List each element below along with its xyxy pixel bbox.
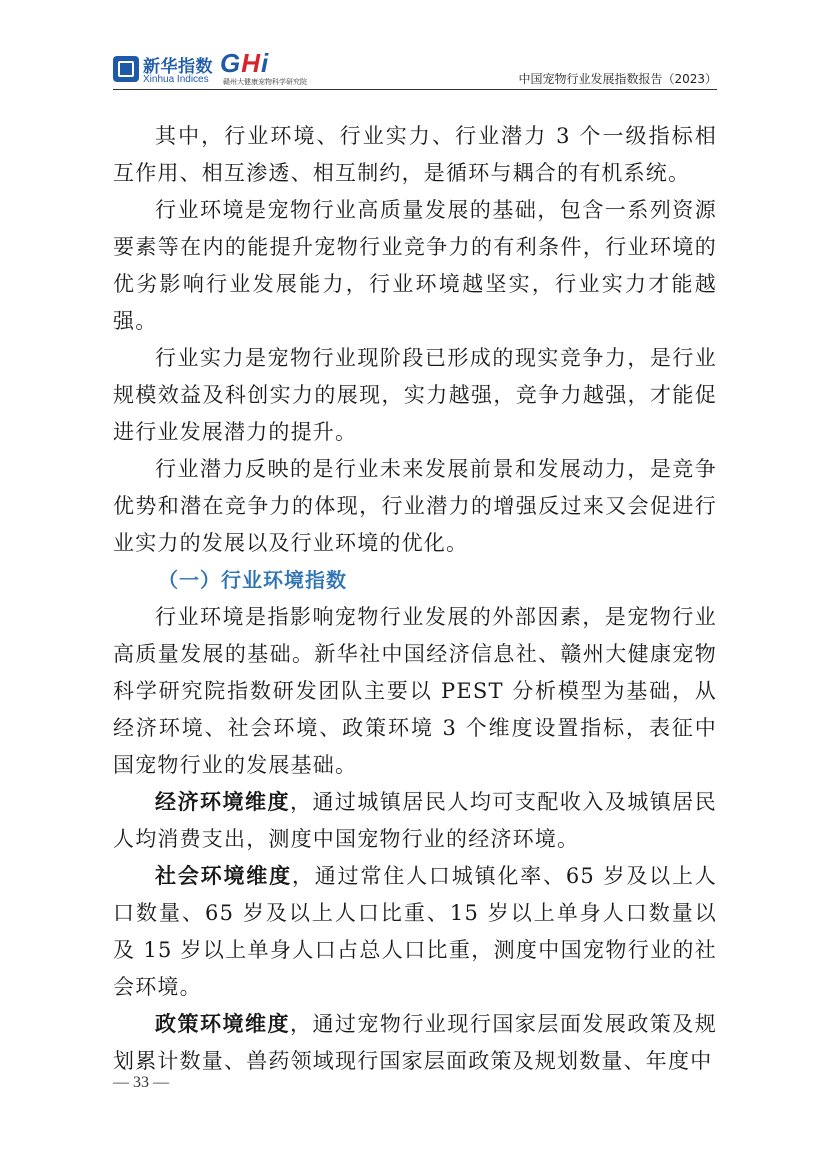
ghi-logo-h: H xyxy=(241,48,262,78)
page-body xyxy=(113,118,717,1080)
paragraph-social xyxy=(113,858,717,1006)
economic-dimension-text: ，通过城镇居民人均可支配收入及城镇居民人均消费支出，测度中国宠物行业的经济环境。 xyxy=(113,790,717,851)
paragraph-economic xyxy=(113,784,717,858)
header-divider xyxy=(113,89,717,90)
page-header xyxy=(113,44,717,90)
social-dimension-text: ，通过常住人口城镇化率、65 岁及以上人口数量、65 岁及以上人口比重、15 岁以上单身人口数量以及 15 岁以上单身人口占总人口比重，测度中国宠物行业的社会环境。 xyxy=(113,864,718,999)
ghi-logo-i: i xyxy=(261,48,270,78)
economic-dimension-label: 经济环境维度 xyxy=(155,790,290,814)
social-dimension-label: 社会环境维度 xyxy=(155,864,292,888)
ghi-logo xyxy=(220,48,269,79)
xinhua-logo-english: Xinhua Indices xyxy=(143,74,209,85)
xinhua-logo-icon xyxy=(113,56,139,82)
paragraph-policy xyxy=(113,1006,717,1080)
paragraph-3: 行业实力是宠物行业现阶段已形成的现实竞争力，是行业规模效益及科创实力的展现，实力越强，竞争力越强，才能促进行业发展潜力的提升。 xyxy=(113,346,717,444)
policy-dimension-text: ，通过宠物行业现行国家层面发展政策及规划累计数量、兽药领域现行国家层面政策及规划数量、年度中 xyxy=(113,1012,717,1073)
paragraph-4: 行业潜力反映的是行业未来发展前景和发展动力，是竞争优势和潜在竞争力的体现，行业潜力的增强反过来又会促进行业实力的发展以及行业环境的优化。 xyxy=(113,457,717,555)
paragraph-1: 其中，行业环境、行业实力、行业潜力 3 个一级指标相互作用、相互渗透、相互制约，是循环与耦合的有机系统。 xyxy=(113,124,717,185)
page-number: — 33 — xyxy=(113,1074,169,1091)
ghi-logo-g: G xyxy=(220,48,242,78)
section-heading: （一）行业环境指数 xyxy=(158,568,347,592)
report-title: 中国宠物行业发展指数报告（2023） xyxy=(518,72,717,86)
ghi-logo-subtitle: 赣州大健康宠物科学研究院 xyxy=(223,78,307,86)
policy-dimension-label: 政策环境维度 xyxy=(155,1012,290,1036)
paragraph-2: 行业环境是宠物行业高质量发展的基础，包含一系列资源要素等在内的能提升宠物行业竞争力的有利条件，行业环境的优劣影响行业发展能力，行业环境越坚实，行业实力才能越强。 xyxy=(113,198,717,333)
xinhua-logo-name: 新华指数 xyxy=(143,57,213,77)
paragraph-5: 行业环境是指影响宠物行业发展的外部因素，是宠物行业高质量发展的基础。新华社中国经济信息社、赣州大健康宠物科学研究院指数研发团队主要以 PEST 分析模型为基础，从经济环境、社会环境、政策环境 3 个维度设置指标，表征中国宠物行业的发展基础。 xyxy=(113,605,717,777)
